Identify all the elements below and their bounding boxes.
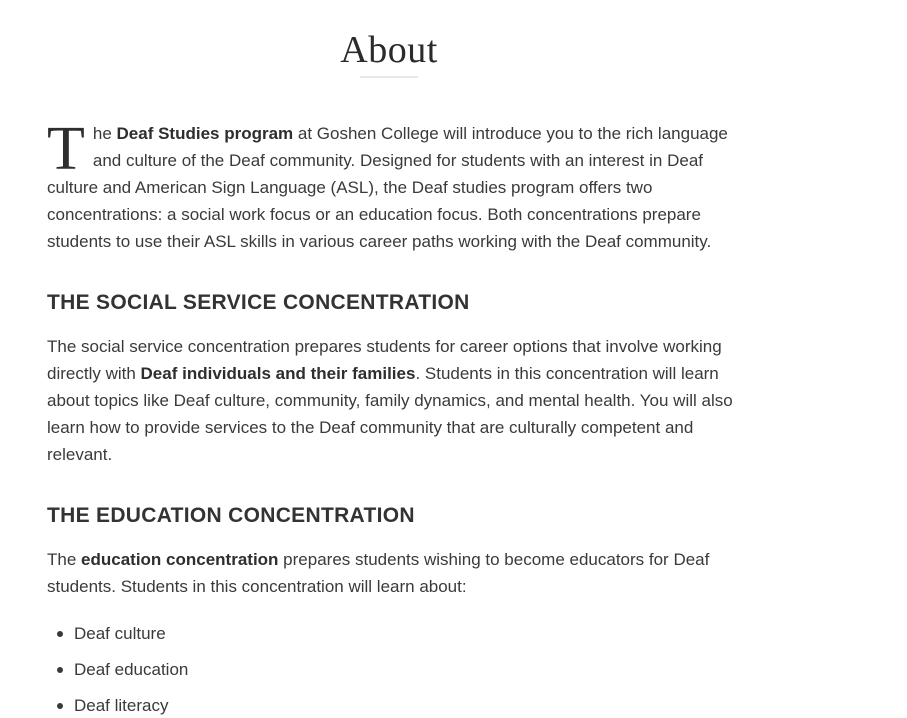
bullet-icon bbox=[57, 667, 63, 673]
list-item bbox=[74, 620, 737, 647]
intro-paragraph bbox=[47, 115, 737, 255]
title-divider bbox=[360, 76, 418, 78]
social-text-before: The social service concentration prepares students for career options that involve working directly with bbox=[47, 337, 722, 383]
education-heading: THE EDUCATION CONCENTRATION bbox=[47, 504, 415, 527]
main-content bbox=[47, 115, 737, 718]
list-item-label: Deaf culture bbox=[74, 624, 166, 643]
intro-lead: he bbox=[92, 124, 117, 143]
list-item-label: Deaf literacy bbox=[74, 696, 169, 715]
education-text-before: The bbox=[47, 550, 82, 569]
social-service-paragraph bbox=[47, 333, 737, 468]
list-item bbox=[74, 692, 737, 718]
education-bold: education concentration bbox=[81, 550, 279, 569]
drop-cap: T bbox=[47, 115, 85, 183]
intro-bold-program: Deaf Studies program bbox=[116, 124, 294, 143]
social-service-heading: THE SOCIAL SERVICE CONCENTRATION bbox=[47, 291, 470, 314]
title-section bbox=[47, 28, 731, 78]
education-text-after: prepares students wishing to become educators for Deaf students. Students in this concentration will learn about: bbox=[47, 550, 710, 596]
education-paragraph bbox=[47, 546, 737, 600]
page-title: About bbox=[340, 29, 438, 71]
social-text-after: . Students in this concentration will learn about topics like Deaf culture, community, family dynamics, and mental health. You will also learn how to provide services to the Deaf community that are culturally competent and relevant. bbox=[47, 364, 733, 464]
education-topics-list bbox=[47, 620, 737, 718]
social-bold: Deaf individuals and their families bbox=[140, 364, 416, 383]
bullet-icon bbox=[57, 703, 63, 709]
list-item bbox=[74, 656, 737, 683]
intro-rest: at Goshen College will introduce you to the rich language and culture of the Deaf community. Designed for students with an interest in Deaf culture and American Sign Language (ASL), the Deaf studies program offers two concentrations: a social work focus or an education focus. Both concentrations prepare students to use their ASL skills in various career paths working with the Deaf community. bbox=[47, 124, 728, 251]
list-item-label: Deaf education bbox=[74, 660, 189, 679]
bullet-icon bbox=[57, 631, 63, 637]
